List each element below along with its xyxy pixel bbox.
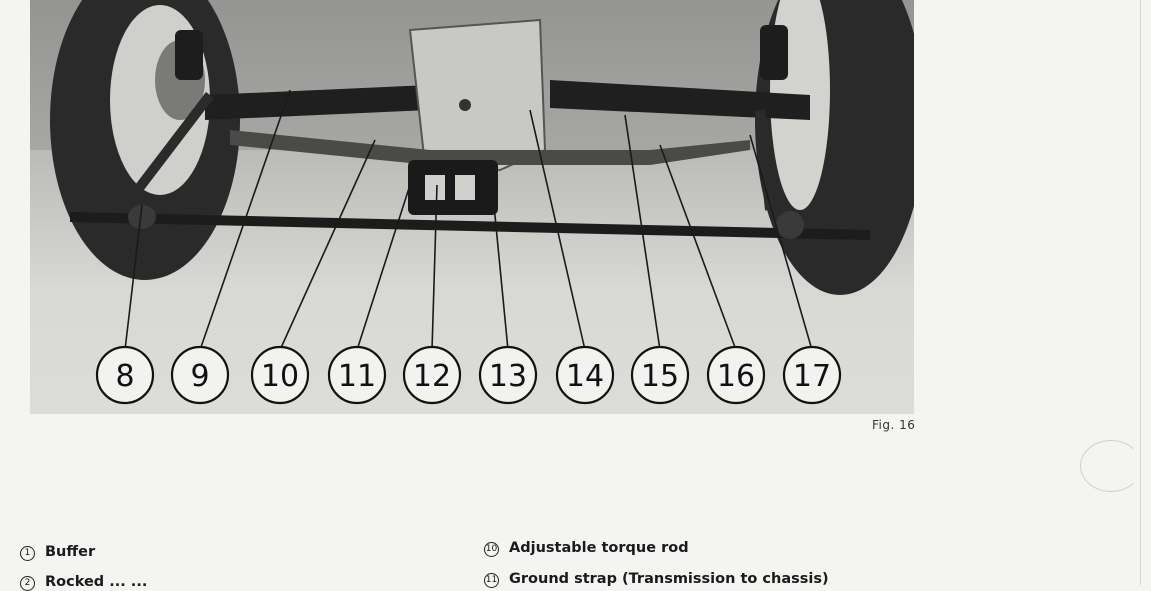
legend-text: Buffer xyxy=(45,544,96,560)
callout-17: 17 xyxy=(792,359,832,394)
legend-number: 11 xyxy=(484,573,499,588)
legend-number: 2 xyxy=(20,576,35,591)
page-curl-mark xyxy=(1080,440,1142,492)
legend-item xyxy=(484,571,829,588)
callout-13: 13 xyxy=(488,359,528,394)
callout-15: 15 xyxy=(640,359,680,394)
callout-9: 9 xyxy=(190,359,210,394)
callout-10: 10 xyxy=(260,359,300,394)
callout-8: 8 xyxy=(115,359,135,394)
legend-number: 10 xyxy=(484,542,499,557)
legend-item xyxy=(20,574,147,591)
callout-12: 12 xyxy=(412,359,452,394)
rear-axle-illustration xyxy=(30,0,914,414)
page-edge xyxy=(1140,0,1141,585)
legend-text: Adjustable torque rod xyxy=(509,540,689,556)
legend-item xyxy=(20,544,95,561)
callout-14: 14 xyxy=(565,359,605,394)
legend-text: Ground strap (Transmission to chassis) xyxy=(509,571,829,587)
rear-axle-photo xyxy=(30,0,914,414)
figure-caption: Fig. 16 xyxy=(872,418,916,432)
legend-text: Rocked ... ... xyxy=(45,574,148,590)
legend-item xyxy=(484,540,689,557)
legend-number: 1 xyxy=(20,546,35,561)
callout-16: 16 xyxy=(716,359,756,394)
callout-11: 11 xyxy=(337,359,377,394)
